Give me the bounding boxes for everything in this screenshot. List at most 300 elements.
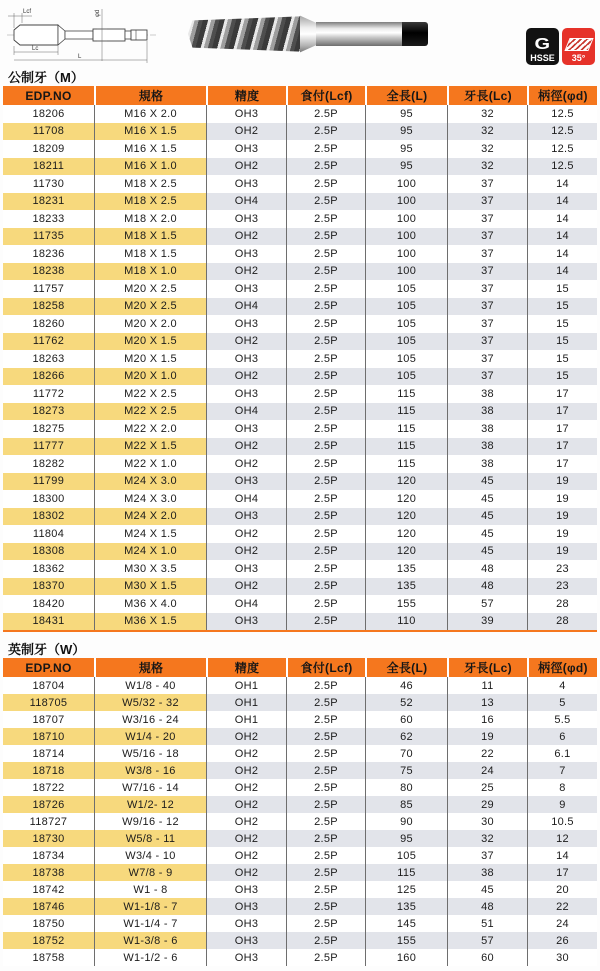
table-cell: 18275 [32, 422, 65, 435]
table-row [3, 420, 597, 438]
table-cell: 17 [527, 455, 597, 473]
table-cell: M20 X 1.0 [94, 368, 206, 386]
table-cell: 2.5P [286, 881, 365, 898]
table-cell: 32 [447, 123, 527, 141]
table-cell: 45 [447, 490, 527, 508]
table-cell: 120 [365, 543, 447, 561]
table-cell: 38 [447, 420, 527, 438]
table-cell: 145 [365, 915, 447, 932]
table-cell: OH4 [206, 403, 286, 421]
table-cell: 100 [365, 263, 447, 281]
table-cell: M20 X 1.5 [94, 350, 206, 368]
table-cell: 16 [447, 711, 527, 728]
table-cell: 14 [527, 193, 597, 211]
table-cell: M20 X 1.5 [94, 333, 206, 351]
table-cell: 2.5P [286, 613, 365, 631]
table-cell: 10.5 [527, 813, 597, 830]
table-cell: 18714 [32, 747, 65, 760]
table-cell: M16 X 1.0 [94, 158, 206, 176]
table-cell: 2.5P [286, 420, 365, 438]
table-cell: 38 [447, 438, 527, 456]
table-cell: M36 X 1.5 [94, 613, 206, 631]
table-row [3, 677, 597, 694]
table-row [3, 123, 597, 141]
spiral-flute-icon [564, 38, 593, 51]
table-cell: 5.5 [527, 711, 597, 728]
table-row [3, 881, 597, 898]
table-cell: 18730 [3, 830, 94, 847]
table-cell: 15 [527, 333, 597, 351]
table-cell: 18260 [32, 317, 65, 330]
table-cell: 2.5P [286, 728, 365, 745]
table-cell: 17 [527, 864, 597, 881]
table-cell: 2.5P [286, 525, 365, 543]
table-cell: M22 X 1.5 [94, 438, 206, 456]
table-cell: 115 [365, 420, 447, 438]
table-cell: 135 [365, 578, 447, 596]
table-cell: 37 [447, 315, 527, 333]
table-row [3, 949, 597, 966]
table-cell: W5/16 - 18 [94, 745, 206, 762]
table-cell: 120 [365, 473, 447, 491]
table-cell: 105 [365, 315, 447, 333]
table-cell: 38 [447, 864, 527, 881]
table-cell: 37 [447, 210, 527, 228]
table-cell: 2.5P [286, 543, 365, 561]
column-header: 規格 [94, 86, 206, 105]
table-cell: OH3 [206, 210, 286, 228]
table-row [3, 350, 597, 368]
table-cell: 11708 [3, 123, 94, 141]
table-cell: 14 [527, 210, 597, 228]
table-cell: 11730 [32, 177, 65, 190]
table-cell: 135 [365, 898, 447, 915]
table-cell: 2.5P [286, 403, 365, 421]
table-cell: OH2 [206, 438, 286, 456]
table-cell: OH4 [206, 595, 286, 613]
table-cell: 2.5P [286, 595, 365, 613]
tap-photo [188, 8, 434, 60]
table-cell: OH1 [206, 677, 286, 694]
table-cell: 2.5P [286, 123, 365, 141]
table-cell: 18238 [3, 263, 94, 281]
table-cell: 26 [527, 932, 597, 949]
table-cell: 18420 [32, 597, 65, 610]
table-cell: 18258 [3, 298, 94, 316]
table-cell: M18 X 1.5 [94, 245, 206, 263]
column-header: 牙長(Lc) [447, 658, 527, 677]
table-cell: 160 [365, 949, 447, 966]
table-cell: 2.5P [286, 864, 365, 881]
table-row [3, 745, 597, 762]
table-cell: 19 [527, 543, 597, 561]
table-row [3, 728, 597, 745]
table-cell: 2.5P [286, 796, 365, 813]
table-row [3, 613, 597, 631]
spiral-35-badge-label: 35° [571, 53, 586, 63]
table-cell: 38 [447, 455, 527, 473]
table-cell: 37 [447, 280, 527, 298]
table-cell: 32 [447, 140, 527, 158]
table-cell: 38 [447, 385, 527, 403]
table-cell: 30 [447, 813, 527, 830]
table-cell: 2.5P [286, 762, 365, 779]
table-row [3, 473, 597, 491]
table-cell: 18209 [32, 142, 65, 155]
table-cell: M20 X 2.5 [94, 280, 206, 298]
table-cell: OH3 [206, 245, 286, 263]
table-cell: M18 X 1.0 [94, 263, 206, 281]
table-cell: OH2 [206, 158, 286, 176]
table-row [3, 543, 597, 561]
table-cell: OH2 [206, 762, 286, 779]
table-row [3, 508, 597, 526]
table-cell: 12.5 [527, 158, 597, 176]
table-cell: W1/8 - 40 [94, 677, 206, 694]
table-cell: 155 [365, 595, 447, 613]
table-cell: OH2 [206, 368, 286, 386]
table-cell: 120 [365, 508, 447, 526]
table-cell: 37 [447, 263, 527, 281]
table-cell: OH3 [206, 420, 286, 438]
table-cell: 2.5P [286, 779, 365, 796]
table-cell: 100 [365, 228, 447, 246]
table-cell: 37 [447, 847, 527, 864]
table-row [3, 263, 597, 281]
table-cell: 6 [527, 728, 597, 745]
table-cell: 14 [527, 263, 597, 281]
column-header: 食付(Lcf) [286, 658, 365, 677]
table-cell: 19 [527, 508, 597, 526]
dim-label-l: L [78, 54, 82, 60]
table-cell: OH1 [206, 694, 286, 711]
table-row [3, 762, 597, 779]
table-cell: 37 [447, 245, 527, 263]
table-cell: 18431 [3, 613, 94, 631]
table-cell: OH2 [206, 779, 286, 796]
table-cell: 32 [447, 105, 527, 123]
table-cell: 11 [447, 677, 527, 694]
table-cell: 11735 [3, 228, 94, 246]
table-cell: W5/32 - 32 [94, 694, 206, 711]
table-cell: 2.5P [286, 490, 365, 508]
table-cell: 20 [527, 881, 597, 898]
table-cell: 37 [447, 175, 527, 193]
whitworth-spec-table [3, 658, 597, 966]
table-cell: 14 [527, 175, 597, 193]
table-row [3, 847, 597, 864]
table-cell: 80 [365, 779, 447, 796]
table-cell: OH3 [206, 473, 286, 491]
table-cell: 2.5P [286, 315, 365, 333]
table-cell: 115 [365, 403, 447, 421]
table-cell: 105 [365, 333, 447, 351]
table-cell: 100 [365, 175, 447, 193]
table-cell: OH4 [206, 298, 286, 316]
table-cell: 2.5P [286, 915, 365, 932]
hsse-badge-label: HSSE [530, 53, 555, 63]
table-cell: 5 [527, 694, 597, 711]
table-row [3, 140, 597, 158]
table-cell: 18750 [32, 917, 65, 930]
table-cell: 2.5P [286, 105, 365, 123]
table-cell: M18 X 2.5 [94, 193, 206, 211]
table-cell: 105 [365, 298, 447, 316]
column-header: 全長(L) [365, 86, 447, 105]
table-cell: M18 X 1.5 [94, 228, 206, 246]
table-cell: OH3 [206, 949, 286, 966]
table-cell: 18302 [3, 508, 94, 526]
table-cell: OH3 [206, 140, 286, 158]
tap-dimension-diagram [6, 5, 158, 65]
tap-outline-drawing [6, 5, 158, 65]
table-cell: 2.5P [286, 385, 365, 403]
table-cell: M22 X 2.5 [94, 385, 206, 403]
table-cell: 95 [365, 158, 447, 176]
table-cell: 19 [527, 525, 597, 543]
table-cell: W5/8 - 11 [94, 830, 206, 847]
table-cell: M36 X 4.0 [94, 595, 206, 613]
table-cell: 115 [365, 455, 447, 473]
table-cell: 12.5 [527, 105, 597, 123]
table-cell: 18726 [3, 796, 94, 813]
table-cell: 14 [527, 228, 597, 246]
table-cell: 2.5P [286, 830, 365, 847]
table-cell: 45 [447, 881, 527, 898]
table-cell: 48 [447, 560, 527, 578]
table-cell: M24 X 3.0 [94, 473, 206, 491]
table-cell: 62 [365, 728, 447, 745]
table-cell: 18718 [3, 762, 94, 779]
table-cell: 11762 [3, 333, 94, 351]
table-row [3, 898, 597, 915]
table-cell: 32 [447, 830, 527, 847]
table-cell: OH2 [206, 333, 286, 351]
table-row [3, 368, 597, 386]
table-cell: 2.5P [286, 368, 365, 386]
table-cell: 15 [527, 368, 597, 386]
table-cell: 100 [365, 210, 447, 228]
table-cell: 45 [447, 543, 527, 561]
table-cell: 2.5P [286, 711, 365, 728]
column-header: 精度 [206, 658, 286, 677]
table-cell: OH2 [206, 813, 286, 830]
table-row [3, 385, 597, 403]
table-cell: OH2 [206, 263, 286, 281]
table-cell: 39 [447, 613, 527, 631]
table-cell: 2.5P [286, 677, 365, 694]
table-cell: 17 [527, 420, 597, 438]
column-header: EDP.NO [25, 88, 72, 103]
table-cell: 11757 [32, 282, 65, 295]
table-cell: 12 [527, 830, 597, 847]
table-cell: 18231 [3, 193, 94, 211]
table-cell: OH3 [206, 280, 286, 298]
table-cell: 38 [447, 403, 527, 421]
table-cell: 2.5P [286, 333, 365, 351]
table-cell: 18236 [32, 247, 65, 260]
table-cell: M24 X 1.5 [94, 525, 206, 543]
table-cell: 2.5P [286, 473, 365, 491]
table-cell: M30 X 3.5 [94, 560, 206, 578]
table-row [3, 864, 597, 881]
table-header-row [3, 658, 597, 677]
table-cell: OH2 [206, 796, 286, 813]
table-cell: 18263 [32, 352, 65, 365]
table-cell: 2.5P [286, 140, 365, 158]
table-cell: M22 X 2.5 [94, 403, 206, 421]
table-cell: 37 [447, 333, 527, 351]
table-cell: 13 [447, 694, 527, 711]
table-cell: 115 [365, 864, 447, 881]
table-row [3, 490, 597, 508]
hsse-badge [526, 28, 559, 65]
column-header: 精度 [206, 86, 286, 105]
table-cell: 18273 [3, 403, 94, 421]
table-cell: OH1 [206, 711, 286, 728]
table-cell: 30 [527, 949, 597, 966]
table-cell: 18266 [3, 368, 94, 386]
table-cell: 105 [365, 350, 447, 368]
column-header: 全長(L) [365, 658, 447, 677]
table-cell: 18746 [3, 898, 94, 915]
table-cell: 95 [365, 105, 447, 123]
table-cell: 95 [365, 123, 447, 141]
table-cell: M20 X 2.5 [94, 298, 206, 316]
table-cell: 115 [365, 385, 447, 403]
metric-spec-table [3, 86, 597, 632]
table-cell: 18704 [32, 679, 65, 692]
table-cell: 7 [527, 762, 597, 779]
table-cell: 60 [365, 711, 447, 728]
table-cell: M18 X 2.0 [94, 210, 206, 228]
table-cell: W3/16 - 24 [94, 711, 206, 728]
table-cell: OH2 [206, 847, 286, 864]
table-cell: 2.5P [286, 350, 365, 368]
tap-photo-flutes [188, 14, 300, 54]
table-row [3, 455, 597, 473]
table-cell: 118705 [3, 694, 94, 711]
table-cell: 18722 [32, 781, 65, 794]
table-cell: OH4 [206, 193, 286, 211]
table-cell: 95 [365, 830, 447, 847]
table-cell: 85 [365, 796, 447, 813]
table-cell: 2.5P [286, 898, 365, 915]
table-cell: 14 [527, 847, 597, 864]
table-cell: 12.5 [527, 123, 597, 141]
table-cell: 18282 [32, 457, 65, 470]
column-header: 柄徑(φd) [527, 658, 597, 677]
table-cell: 29 [447, 796, 527, 813]
table-cell: M18 X 2.5 [94, 175, 206, 193]
table-row [3, 193, 597, 211]
table-cell: 4 [527, 677, 597, 694]
table-cell: W3/4 - 10 [94, 847, 206, 864]
table-cell: M24 X 1.0 [94, 543, 206, 561]
table-cell: 90 [365, 813, 447, 830]
table-cell: 115 [365, 438, 447, 456]
table-cell: M16 X 1.5 [94, 140, 206, 158]
g-mark-icon: G [534, 36, 551, 53]
table-cell: 22 [447, 745, 527, 762]
table-cell: 2.5P [286, 228, 365, 246]
table-cell: 48 [447, 578, 527, 596]
table-cell: 24 [447, 762, 527, 779]
table-cell: M22 X 2.0 [94, 420, 206, 438]
table-cell: 105 [365, 280, 447, 298]
table-cell: 75 [365, 762, 447, 779]
table-cell: OH2 [206, 830, 286, 847]
table-cell: W1-3/8 - 6 [94, 932, 206, 949]
table-cell: 6.1 [527, 745, 597, 762]
table-row [3, 813, 597, 830]
table-cell: OH3 [206, 105, 286, 123]
table-cell: 11772 [32, 387, 65, 400]
table-row [3, 158, 597, 176]
table-cell: 2.5P [286, 193, 365, 211]
table-cell: OH4 [206, 490, 286, 508]
table-cell: 2.5P [286, 813, 365, 830]
table-row [3, 280, 597, 298]
table-cell: OH3 [206, 560, 286, 578]
table-cell: 11804 [32, 527, 65, 540]
table-cell: 105 [365, 847, 447, 864]
table-cell: M16 X 1.5 [94, 123, 206, 141]
table-cell: 18300 [32, 492, 65, 505]
table-row [3, 560, 597, 578]
table-cell: OH3 [206, 881, 286, 898]
table-cell: 18734 [32, 849, 65, 862]
table-cell: 37 [447, 228, 527, 246]
table-cell: 18308 [3, 543, 94, 561]
table-cell: 37 [447, 298, 527, 316]
table-cell: M22 X 1.0 [94, 455, 206, 473]
table-cell: 45 [447, 525, 527, 543]
table-cell: 37 [447, 368, 527, 386]
table-cell: 2.5P [286, 578, 365, 596]
table-row [3, 779, 597, 796]
table-cell: 125 [365, 881, 447, 898]
table-cell: 17 [527, 403, 597, 421]
table-cell: 2.5P [286, 263, 365, 281]
table-cell: 118727 [29, 815, 68, 828]
table-cell: 105 [365, 368, 447, 386]
table-cell: 48 [447, 898, 527, 915]
table-cell: 100 [365, 193, 447, 211]
table-row [3, 932, 597, 949]
table-cell: 2.5P [286, 694, 365, 711]
table-cell: W1-1/4 - 7 [94, 915, 206, 932]
table-cell: M24 X 3.0 [94, 490, 206, 508]
table-cell: OH2 [206, 228, 286, 246]
table-row [3, 333, 597, 351]
table-row [3, 298, 597, 316]
table-cell: 37 [447, 193, 527, 211]
table-cell: W7/16 - 14 [94, 779, 206, 796]
table-cell: 2.5P [286, 745, 365, 762]
table-cell: 2.5P [286, 298, 365, 316]
table-cell: 2.5P [286, 210, 365, 228]
section-heading-metric: 公制牙（M） [8, 70, 84, 85]
tap-photo-shank [316, 22, 402, 46]
table-cell: 18233 [32, 212, 65, 225]
table-cell: OH2 [206, 525, 286, 543]
table-cell: 15 [527, 350, 597, 368]
table-cell: W1-1/8 - 7 [94, 898, 206, 915]
table-cell: 11777 [3, 438, 94, 456]
table-row [3, 245, 597, 263]
table-cell: 19 [527, 490, 597, 508]
